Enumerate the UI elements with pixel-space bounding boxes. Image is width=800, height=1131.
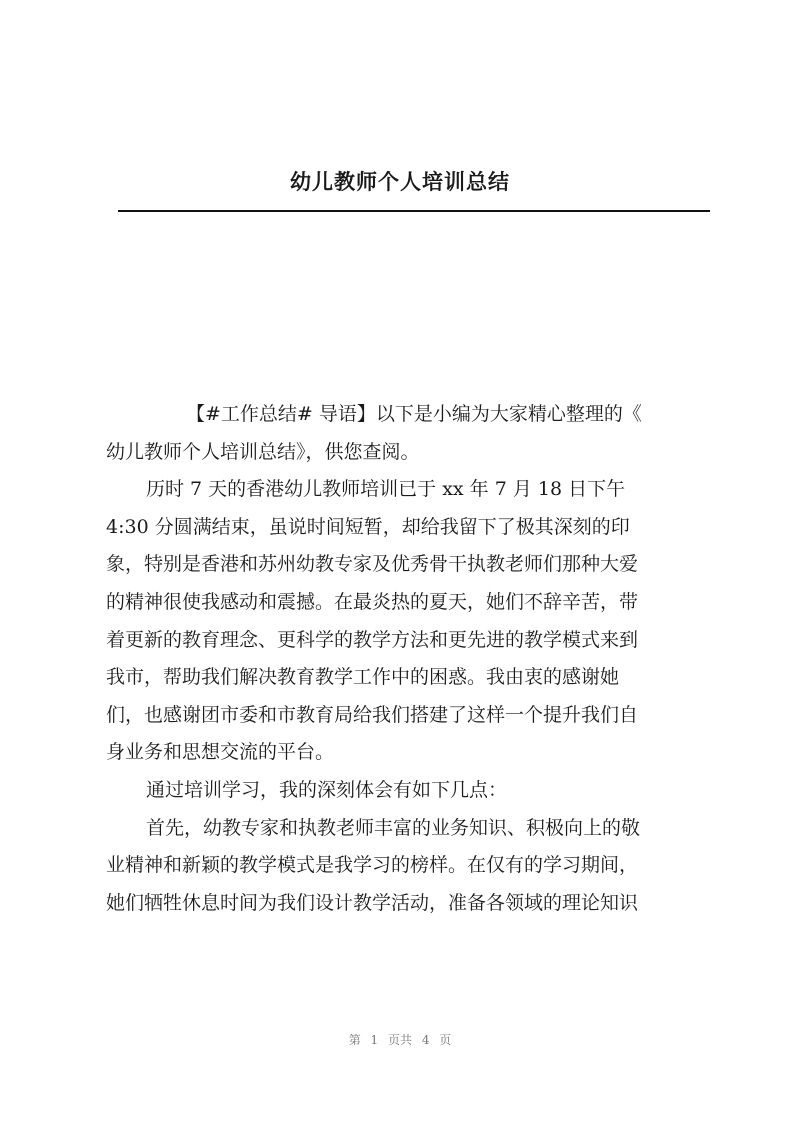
document-body <box>106 396 710 922</box>
body-line: 们，也感谢团市委和市教育局给我们搭建了这样一个提升我们自 <box>106 703 639 726</box>
body-line: 4:30 分圆满结束，虽说时间短暂，却给我留下了极其深刻的印 <box>106 515 630 538</box>
document-title: 幼儿教师个人培训总结 <box>290 169 510 194</box>
body-line: 历时 7 天的香港幼儿教师培训已于 xx 年 7 月 18 日下午 <box>146 478 626 501</box>
body-line: 我市，帮助我们解决教育教学工作中的困惑。我由衷的感谢她 <box>106 666 620 689</box>
body-line: 幼儿教师个人培训总结》，供您查阅。 <box>106 440 420 463</box>
page-footer: 第 1 页共 4 页 <box>348 1033 452 1047</box>
body-line: 通过培训学习，我的深刻体会有如下几点： <box>146 778 508 801</box>
title-divider <box>118 210 710 212</box>
body-line: 着更新的教育理念、更科学的教学方法和更先进的教学模式来到 <box>106 628 639 651</box>
body-line: 业精神和新颖的教学模式是我学习的榜样。在仅有的学习期间， <box>106 854 639 877</box>
body-line: 象，特别是香港和苏州幼教专家及优秀骨干执教老师们那种大爱 <box>106 553 639 576</box>
body-line: 身业务和思想交流的平台。 <box>106 741 335 764</box>
body-line: 首先，幼教专家和执教老师丰富的业务知识、积极向上的敬 <box>146 816 641 839</box>
body-line: 【#工作总结# 导语】以下是小编为大家精心整理的《 <box>186 403 642 425</box>
body-line: 她们牺牲休息时间为我们设计教学活动，准备各领域的理论知识 <box>106 891 639 914</box>
body-line: 的精神很使我感动和震撼。在最炎热的夏天，她们不辞辛苦，带 <box>106 590 639 613</box>
